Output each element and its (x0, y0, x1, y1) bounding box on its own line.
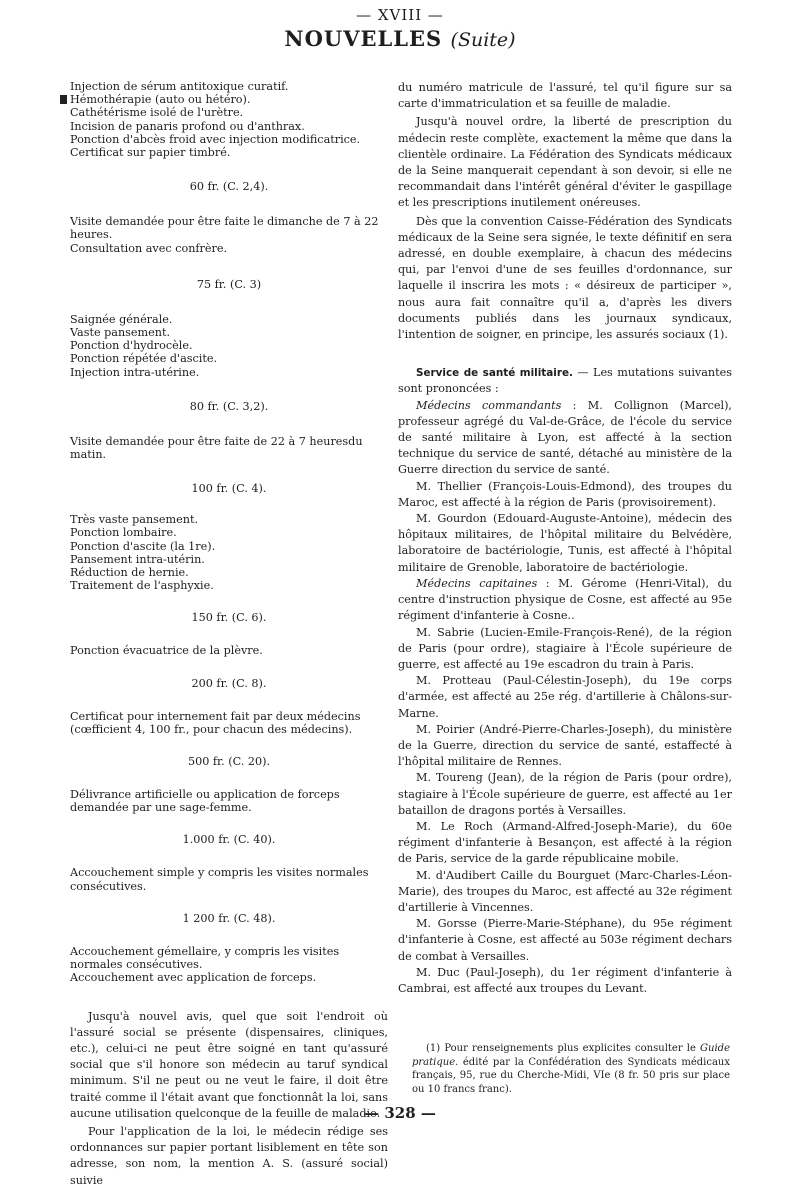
group-100 (70, 435, 388, 461)
paragraph: Jusqu'à nouvel avis, quel que soit l'endroit où l'assuré social se présente (dispensaires, cliniques, etc.), celui-ci ne peut être soigné en tant qu'assuré social que s'il honore son médecin au taruf syndical minimum. S'il ne peut ou ne veut le faire, il doit être traité comme il l'était avant que fonctionnât la loi, sans aucune utilisation quelconque de la feuille de maladie. (70, 1009, 388, 1120)
paragraph: M. Duc (Paul-Joseph), du 1er régiment d'infanterie à Cambrai, est affecté aux troupes du Levant. (398, 965, 732, 995)
list-item: Visite demandée pour être faite de 22 à 7 heuresdu matin. (70, 434, 363, 462)
list-item: Accouchement simple y compris les visites normales consécutives. (70, 866, 369, 893)
price-line: 60 fr. (C. 2,4). (189, 180, 269, 194)
paragraph: Dès que la convention Caisse-Fédération des Syndicats médicaux de la Seine sera signée, le texte définitif en sera adressé, en double exemplaire, à chacun des médecins qui, par l'envoi d'une de ses feuilles d'ordonnance, sur laquelle il inscrira les mots : « désireux de participer », nous aura fait connaître qu'il a, d'après les divers documents publiés dans les journaux syndicaux, l'intention de soigner, en principe, les assurés sociaux (1). (398, 214, 732, 342)
title-main: NOUVELLES (284, 26, 443, 51)
price-line: 150 fr. (C. 6). (191, 611, 267, 625)
page-number: — 328 — (364, 1104, 436, 1122)
list-item: Ponction lombaire. (70, 526, 177, 540)
list-item: Saignée générale. (70, 312, 173, 326)
price-line: 1 200 fr. (C. 48). (182, 911, 276, 925)
paragraph: M. d'Audibert Caille du Bourguet (Marc-Charles-Léon-Marie), des troupes du Maroc, est affecté au 32e régiment d'artillerie à Vincennes. (398, 868, 732, 914)
paragraph: M. Sabrie (Lucien-Emile-François-René), de la région de Paris (pour ordre), stagiaire à l'École supérieure de guerre, est affecté au 19e escadron du train à Paris. (398, 625, 732, 671)
list-item: Visite demandée pour être faite le dimanche de 7 à 22 heures. (70, 215, 379, 242)
list-item: Injection de sérum antitoxique curatif. (70, 80, 289, 93)
paragraph: Pour l'application de la loi, le médecin rédige ses ordonnances sur papier portant lisiblement en tête son adresse, son nom, la mention A. S. (assuré social) suivie (70, 1124, 388, 1187)
title-suite: (Suite) (450, 29, 516, 51)
paragraph: Médecins capitaines : M. Gérome (Henri-Vital), du centre d'instruction physique de Cosne, est affecté au 95e régiment d'infanterie à Cosne.. (398, 576, 732, 623)
list-item: Consultation avec confrère. (70, 241, 228, 255)
list-item: Accouchement gémellaire, y compris les visites normales consécutives. (70, 944, 340, 972)
group-150 (70, 513, 388, 592)
footnote-guide: Guide pratique (412, 1043, 730, 1068)
paragraph: M. Protteau (Paul-Célestin-Joseph), du 19e corps d'armée, est affecté au 25e rég. d'artillerie à Châlons-sur-Marne. (398, 674, 732, 720)
paragraph: M. Thellier (François-Louis-Edmond), des troupes du Maroc, est affecté à la région de Paris (provisoirement). (398, 479, 732, 509)
price-line: 75 fr. (C. 3) (196, 277, 262, 291)
paragraph: Jusqu'à nouvel ordre, la liberté de prescription du médecin reste complète, exactement la même que dans la clientèle ordinaire. La Fédération des Syndicats médicaux de la Seine manquerait cependant à son devoir, si elle ne recommandait dans l'intérêt général d'éviter le gaspillage et les prescriptions inutilement onéreuses. (398, 115, 732, 210)
right-column (398, 80, 732, 997)
price-line: 200 fr. (C. 8). (191, 676, 267, 690)
paragraph: M. Gourdon (Edouard-Auguste-Antoine), médecin des hôpitaux militaires, de l'hôpital militaire du Belvédère, laboratoire de bactériologie, Tunis, est affecté à l'hôpital militaire de Grenoble, laboratoire de bactériologie. (398, 512, 732, 574)
section-military (398, 365, 732, 397)
paragraph: M. Gorsse (Pierre-Marie-Stéphane), du 95e régiment d'infanterie à Cosne, est affecté au 503e régiment dechars de combat à Versailles. (398, 917, 732, 963)
list-item: Hémothérapie (auto ou hétéro). (70, 93, 388, 106)
list-item: Délivrance artificielle ou application de forceps demandée par une sage-femme. (70, 788, 340, 815)
group-final (70, 945, 388, 985)
list-item: Incision de panaris profond ou d'anthrax. (70, 119, 305, 133)
price-line: 80 fr. (C. 3,2). (189, 399, 269, 413)
list-item: Ponction évacuatrice de la plèvre. (70, 644, 263, 658)
list-item: Très vaste pansement. (70, 513, 199, 527)
paragraph: M. Poirier (André-Pierre-Charles-Joseph), du ministère de la Guerre, direction du service de santé, estaffecté à l'hôpital militaire de Rennes. (398, 722, 732, 769)
list-item: Ponction d'abcès froid avec injection modificatrice. (70, 132, 361, 146)
price-line: 1.000 fr. (C. 40). (182, 833, 276, 847)
list-item: Cathétérisme isolé de l'urètre. (70, 106, 244, 120)
list-item: Accouchement avec application de forceps. (70, 971, 317, 985)
list-item: Certificat sur papier timbré. (70, 146, 231, 160)
paragraph: Médecins commandants : M. Collignon (Marcel), professeur agrégé du Val-de-Grâce, de l'école du service de santé militaire à Lyon, est affecté à la section technique du service de santé, détaché au ministère de la Guerre direction du service de santé. (398, 398, 732, 477)
margin-mark-icon (60, 95, 67, 104)
group-500 (70, 710, 388, 736)
price-line: 500 fr. (C. 20). (187, 755, 271, 769)
group-1200 (70, 866, 388, 892)
subsection-label: Médecins capitaines (416, 576, 538, 590)
paragraph: M. Toureng (Jean), de la région de Paris (pour ordre), stagiaire à l'École supérieure de guerre, est affecté au 1er bataillon de dragons portés à Versailles. (398, 771, 732, 817)
paragraph: du numéro matricule de l'assuré, tel qu'il figure sur sa carte d'immatriculation et sa feuille de maladie. (398, 81, 732, 111)
group-1000 (70, 788, 388, 814)
left-column (70, 80, 388, 1189)
section-intro: — Les mutations suivantes sont prononcées : (398, 366, 732, 396)
list-item: Certificat pour internement fait par deux médecins (cœfficient 4, 100 fr., pour chacun des médecins). (70, 709, 361, 736)
group-60 (70, 80, 388, 159)
price-line: 100 fr. (C. 4). (191, 482, 267, 496)
page-title (0, 26, 800, 51)
list-item: Traitement de l'asphyxie. (70, 579, 214, 593)
list-item: Ponction répétée d'ascite. (70, 352, 218, 366)
list-item: Pansement intra-utérin. (70, 552, 205, 566)
paragraph: M. Le Roch (Armand-Alfred-Joseph-Marie), du 60e régiment d'infanterie à Besançon, est affecté à la région de Paris, service de la garde républicaine mobile. (398, 819, 732, 866)
group-75 (70, 215, 388, 255)
list-item: Vaste pansement. (70, 326, 171, 340)
running-head: — XVIII — (356, 6, 444, 24)
group-80 (70, 313, 388, 379)
list-item: Ponction d'hydrocèle. (70, 339, 193, 353)
list-item: Ponction d'ascite (la 1re). (70, 539, 216, 553)
footnote: (1) Pour renseignements plus explicites consulter le Guide pratique. édité par la Confédération des Syndicats médicaux français, 95, rue du Cherche-Midi, VIe (8 fr. 50 pris sur place ou 10 francs franc). (412, 1043, 730, 1095)
group-200 (70, 644, 388, 657)
list-item: Injection intra-utérine. (70, 365, 200, 379)
subsection-label: Médecins commandants (416, 398, 562, 412)
section-title: Service de santé militaire. (416, 367, 573, 380)
list-item: Réduction de hernie. (70, 566, 189, 580)
